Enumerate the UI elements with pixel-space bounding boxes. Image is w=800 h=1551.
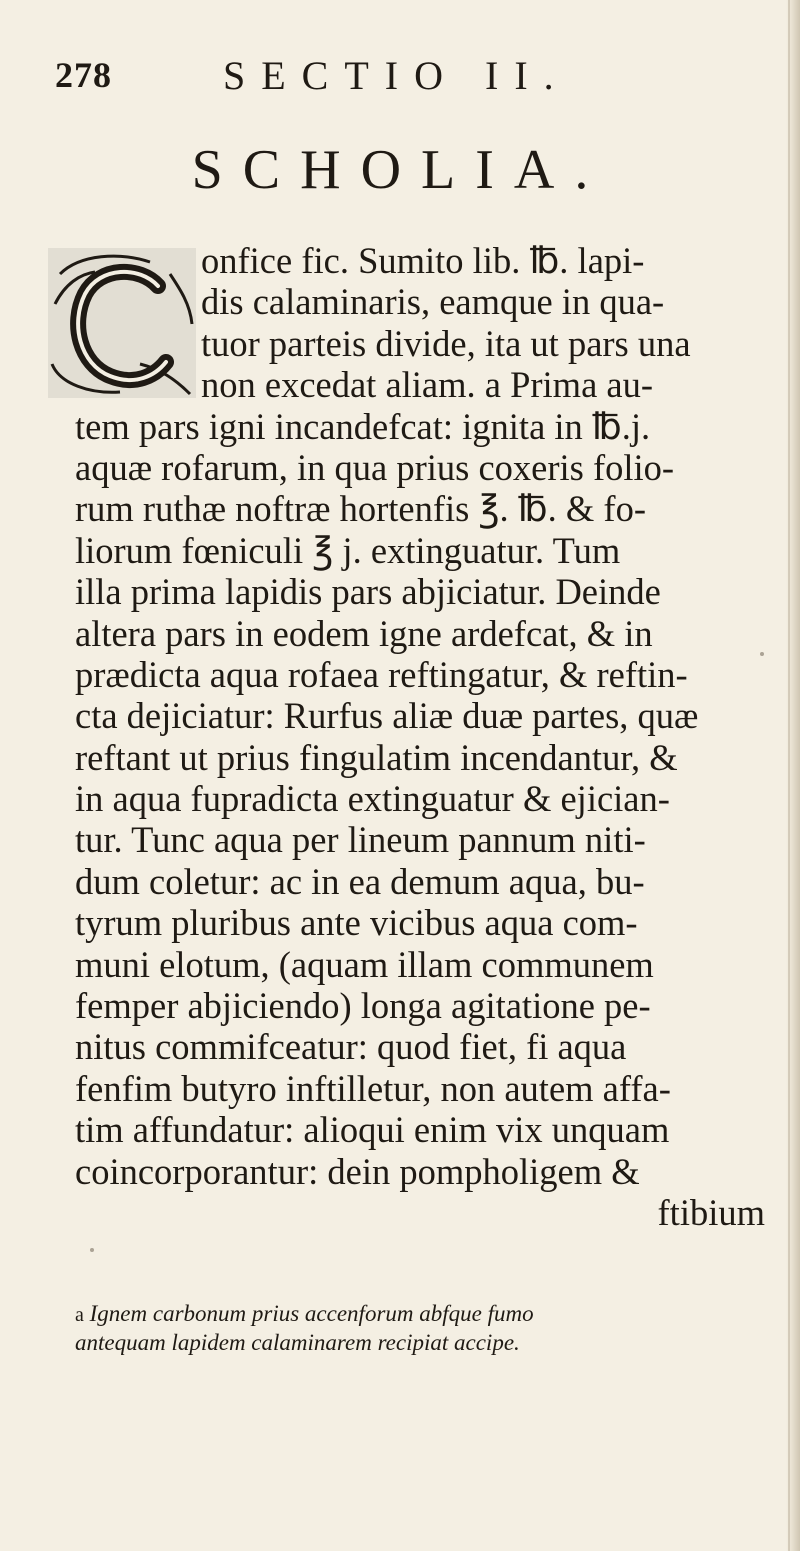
text-line: nitus commifceatur: quod fiet, fi aqua bbox=[75, 1026, 627, 1068]
ink-speck bbox=[760, 652, 764, 656]
text-line: in aqua fupradicta extinguatur & ejician- bbox=[75, 778, 670, 820]
footnote-line bbox=[75, 1329, 775, 1356]
text-line: dum coletur: ac in ea demum aqua, bu- bbox=[75, 860, 645, 902]
footnote-line bbox=[75, 1300, 775, 1329]
text-line: coincorporantur: dein pompholigem & bbox=[75, 1150, 640, 1192]
footnote bbox=[75, 1300, 775, 1356]
text-line: liorum fœniculi ℥ j. extinguatur. Tum bbox=[75, 529, 621, 571]
page-number: 278 bbox=[55, 55, 112, 95]
text-line: tur. Tunc aqua per lineum pannum niti- bbox=[75, 819, 646, 861]
text-line: tuor parteis divide, ita ut pars una bbox=[201, 322, 691, 364]
page-edge-line bbox=[788, 0, 790, 1551]
ink-speck bbox=[90, 1248, 94, 1252]
text-line: onfice fic. Sumito lib. ℔. lapi- bbox=[201, 240, 645, 281]
text-line: aquæ rofarum, in qua prius coxeris folio- bbox=[75, 446, 675, 488]
text-line: non excedat aliam. a Prima au- bbox=[201, 364, 654, 406]
text-line: altera pars in eodem igne ardefcat, & in bbox=[75, 612, 653, 654]
catchword: ftibium bbox=[657, 1191, 765, 1233]
text-line: tyrum pluribus ante vicibus aqua com- bbox=[75, 902, 638, 944]
section-title: SCHOLIA. bbox=[191, 139, 609, 201]
text-line: dis calaminaris, eamque in qua- bbox=[201, 281, 665, 323]
text-line: reftant ut prius fingulatim incendantur, & bbox=[75, 736, 678, 778]
text-line: rum ruthæ noftræ hortenfis ℥. ℔. & fo- bbox=[75, 488, 646, 530]
footnote-text-1: Ignem carbonum prius accenforum abfque fumo bbox=[89, 1301, 534, 1326]
text-line: femper abjiciendo) longa agitatione pe- bbox=[75, 985, 651, 1027]
footnote-text-2: antequam lapidem calaminarem recipiat accipe. bbox=[75, 1330, 520, 1355]
text-line: illa prima lapidis pars abjiciatur. Deinde bbox=[75, 571, 661, 613]
text-line: muni elotum, (aquam illam communem bbox=[75, 943, 654, 985]
scholia-text bbox=[75, 240, 775, 1233]
text-line: prædicta aqua rofaea reftingatur, & reftin- bbox=[75, 653, 688, 695]
text-line: cta dejiciatur: Rurfus aliæ duæ partes, quæ bbox=[75, 695, 699, 737]
page-header bbox=[55, 44, 755, 104]
text-line: tim affundatur: alioqui enim vix unquam bbox=[75, 1109, 670, 1151]
text-line: tem pars igni incandefcat: ignita in ℔.j. bbox=[75, 405, 651, 447]
running-head: SECTIO II. bbox=[223, 53, 570, 98]
footnote-marker: a bbox=[75, 1304, 84, 1326]
text-line: fenfim butyro inftilletur, non autem affa- bbox=[75, 1067, 671, 1109]
